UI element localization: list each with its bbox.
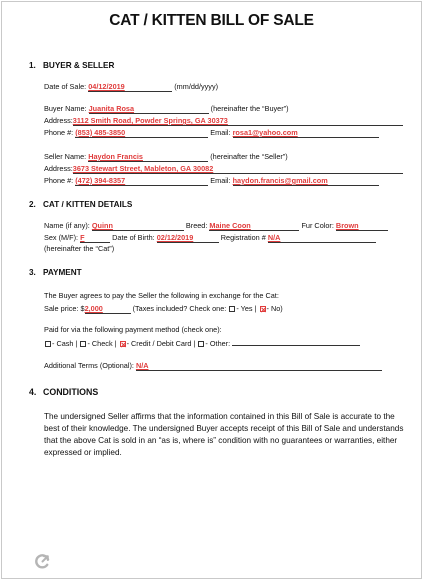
buyer-name-row: Buyer Name: Juanita Rosa (hereinafter the “Buyer”): [44, 104, 289, 113]
cat-dob-field[interactable]: 02/12/2019: [157, 233, 219, 243]
cat-note: (hereinafter the “Cat”): [44, 244, 115, 253]
buyer-address-field[interactable]: 3112 Smith Road, Powder Springs, GA 30373: [73, 116, 403, 126]
document-title: CAT / KITTEN BILL OF SALE: [109, 12, 314, 29]
seller-address-field[interactable]: 3673 Stewart Street, Mableton, GA 30082: [73, 164, 403, 174]
cash-checkbox[interactable]: [45, 341, 51, 347]
date-of-sale-row: Date of Sale: 04/12/2019 (mm/dd/yyyy): [44, 82, 219, 91]
date-of-sale-field[interactable]: 04/12/2019: [88, 82, 172, 92]
seller-email-field[interactable]: haydon.francis@gmail.com: [233, 176, 379, 186]
sale-price-row: Sale price: $2,000 (Taxes included? Check one: - Yes | - No): [44, 304, 283, 313]
conditions-text: The undersigned Seller affirms that the information contained in this Bill of Sale is accurate to the best of their knowledge. The undersigned Buyer accepts receipt of this Bill of Sale and understands that the above Cat is sold in an “as is, where is” condition with no guarantees or warranties, either expressed or implied.: [44, 412, 404, 457]
payment-method-intro: Paid for via the following payment method (check one):: [44, 325, 222, 334]
buyer-name-field[interactable]: Juanita Rosa: [89, 104, 209, 114]
seller-name-row: Seller Name: Haydon Francis (hereinafter the “Seller”): [44, 152, 288, 161]
seller-phone-field[interactable]: (472) 394-8357: [75, 176, 208, 186]
cat-breed-field[interactable]: Maine Coon: [209, 221, 299, 231]
cat-sex-row: Sex (M/F): F Date of Birth: 02/12/2019 Registration # N/A: [44, 233, 376, 243]
section-heading-conditions: 4. CONDITIONS: [29, 387, 99, 397]
section-heading-cat-details: 2. CAT / KITTEN DETAILS: [29, 200, 133, 209]
buyer-email-field[interactable]: rosa1@yahoo.com: [233, 128, 379, 138]
buyer-address-row: Address:3112 Smith Road, Powder Springs, GA 30373: [44, 116, 403, 126]
buyer-phone-field[interactable]: (853) 485-3850: [75, 128, 208, 138]
payment-intro: The Buyer agrees to pay the Seller the following in exchange for the Cat:: [44, 291, 279, 300]
cat-registration-field[interactable]: N/A: [268, 233, 376, 243]
section-heading-payment: 3. PAYMENT: [29, 268, 82, 277]
taxes-no-checkbox[interactable]: [260, 306, 266, 312]
check-checkbox[interactable]: [80, 341, 86, 347]
credit-debit-checkbox[interactable]: [120, 341, 126, 347]
cat-fur-field[interactable]: Brown: [336, 221, 388, 231]
brand-logo-icon: [35, 553, 51, 569]
cat-name-field[interactable]: Quinn: [92, 221, 184, 231]
buyer-phone-row: Phone #: (853) 485-3850 Email: rosa1@yahoo.com: [44, 128, 379, 138]
sale-price-field[interactable]: 2,000: [85, 304, 131, 314]
cat-name-row: Name (if any): Quinn Breed: Maine Coon Fur Color: Brown: [44, 221, 388, 231]
section-heading-buyer-seller: 1. BUYER & SELLER: [29, 61, 115, 70]
cat-sex-field[interactable]: F: [80, 233, 110, 243]
document-page: [1, 1, 422, 579]
other-method-field[interactable]: [232, 338, 360, 346]
additional-terms-field[interactable]: N/A: [136, 361, 382, 371]
additional-terms-row: Additional Terms (Optional): N/A: [44, 361, 382, 371]
seller-phone-row: Phone #: (472) 394-8357 Email: haydon.francis@gmail.com: [44, 176, 379, 186]
payment-method-row: - Cash | - Check | - Credit / Debit Card | - Other:: [44, 338, 360, 349]
seller-address-row: Address:3673 Stewart Street, Mableton, GA 30082: [44, 164, 403, 174]
taxes-yes-checkbox[interactable]: [229, 306, 235, 312]
other-checkbox[interactable]: [198, 341, 204, 347]
seller-name-field[interactable]: Haydon Francis: [88, 152, 208, 162]
